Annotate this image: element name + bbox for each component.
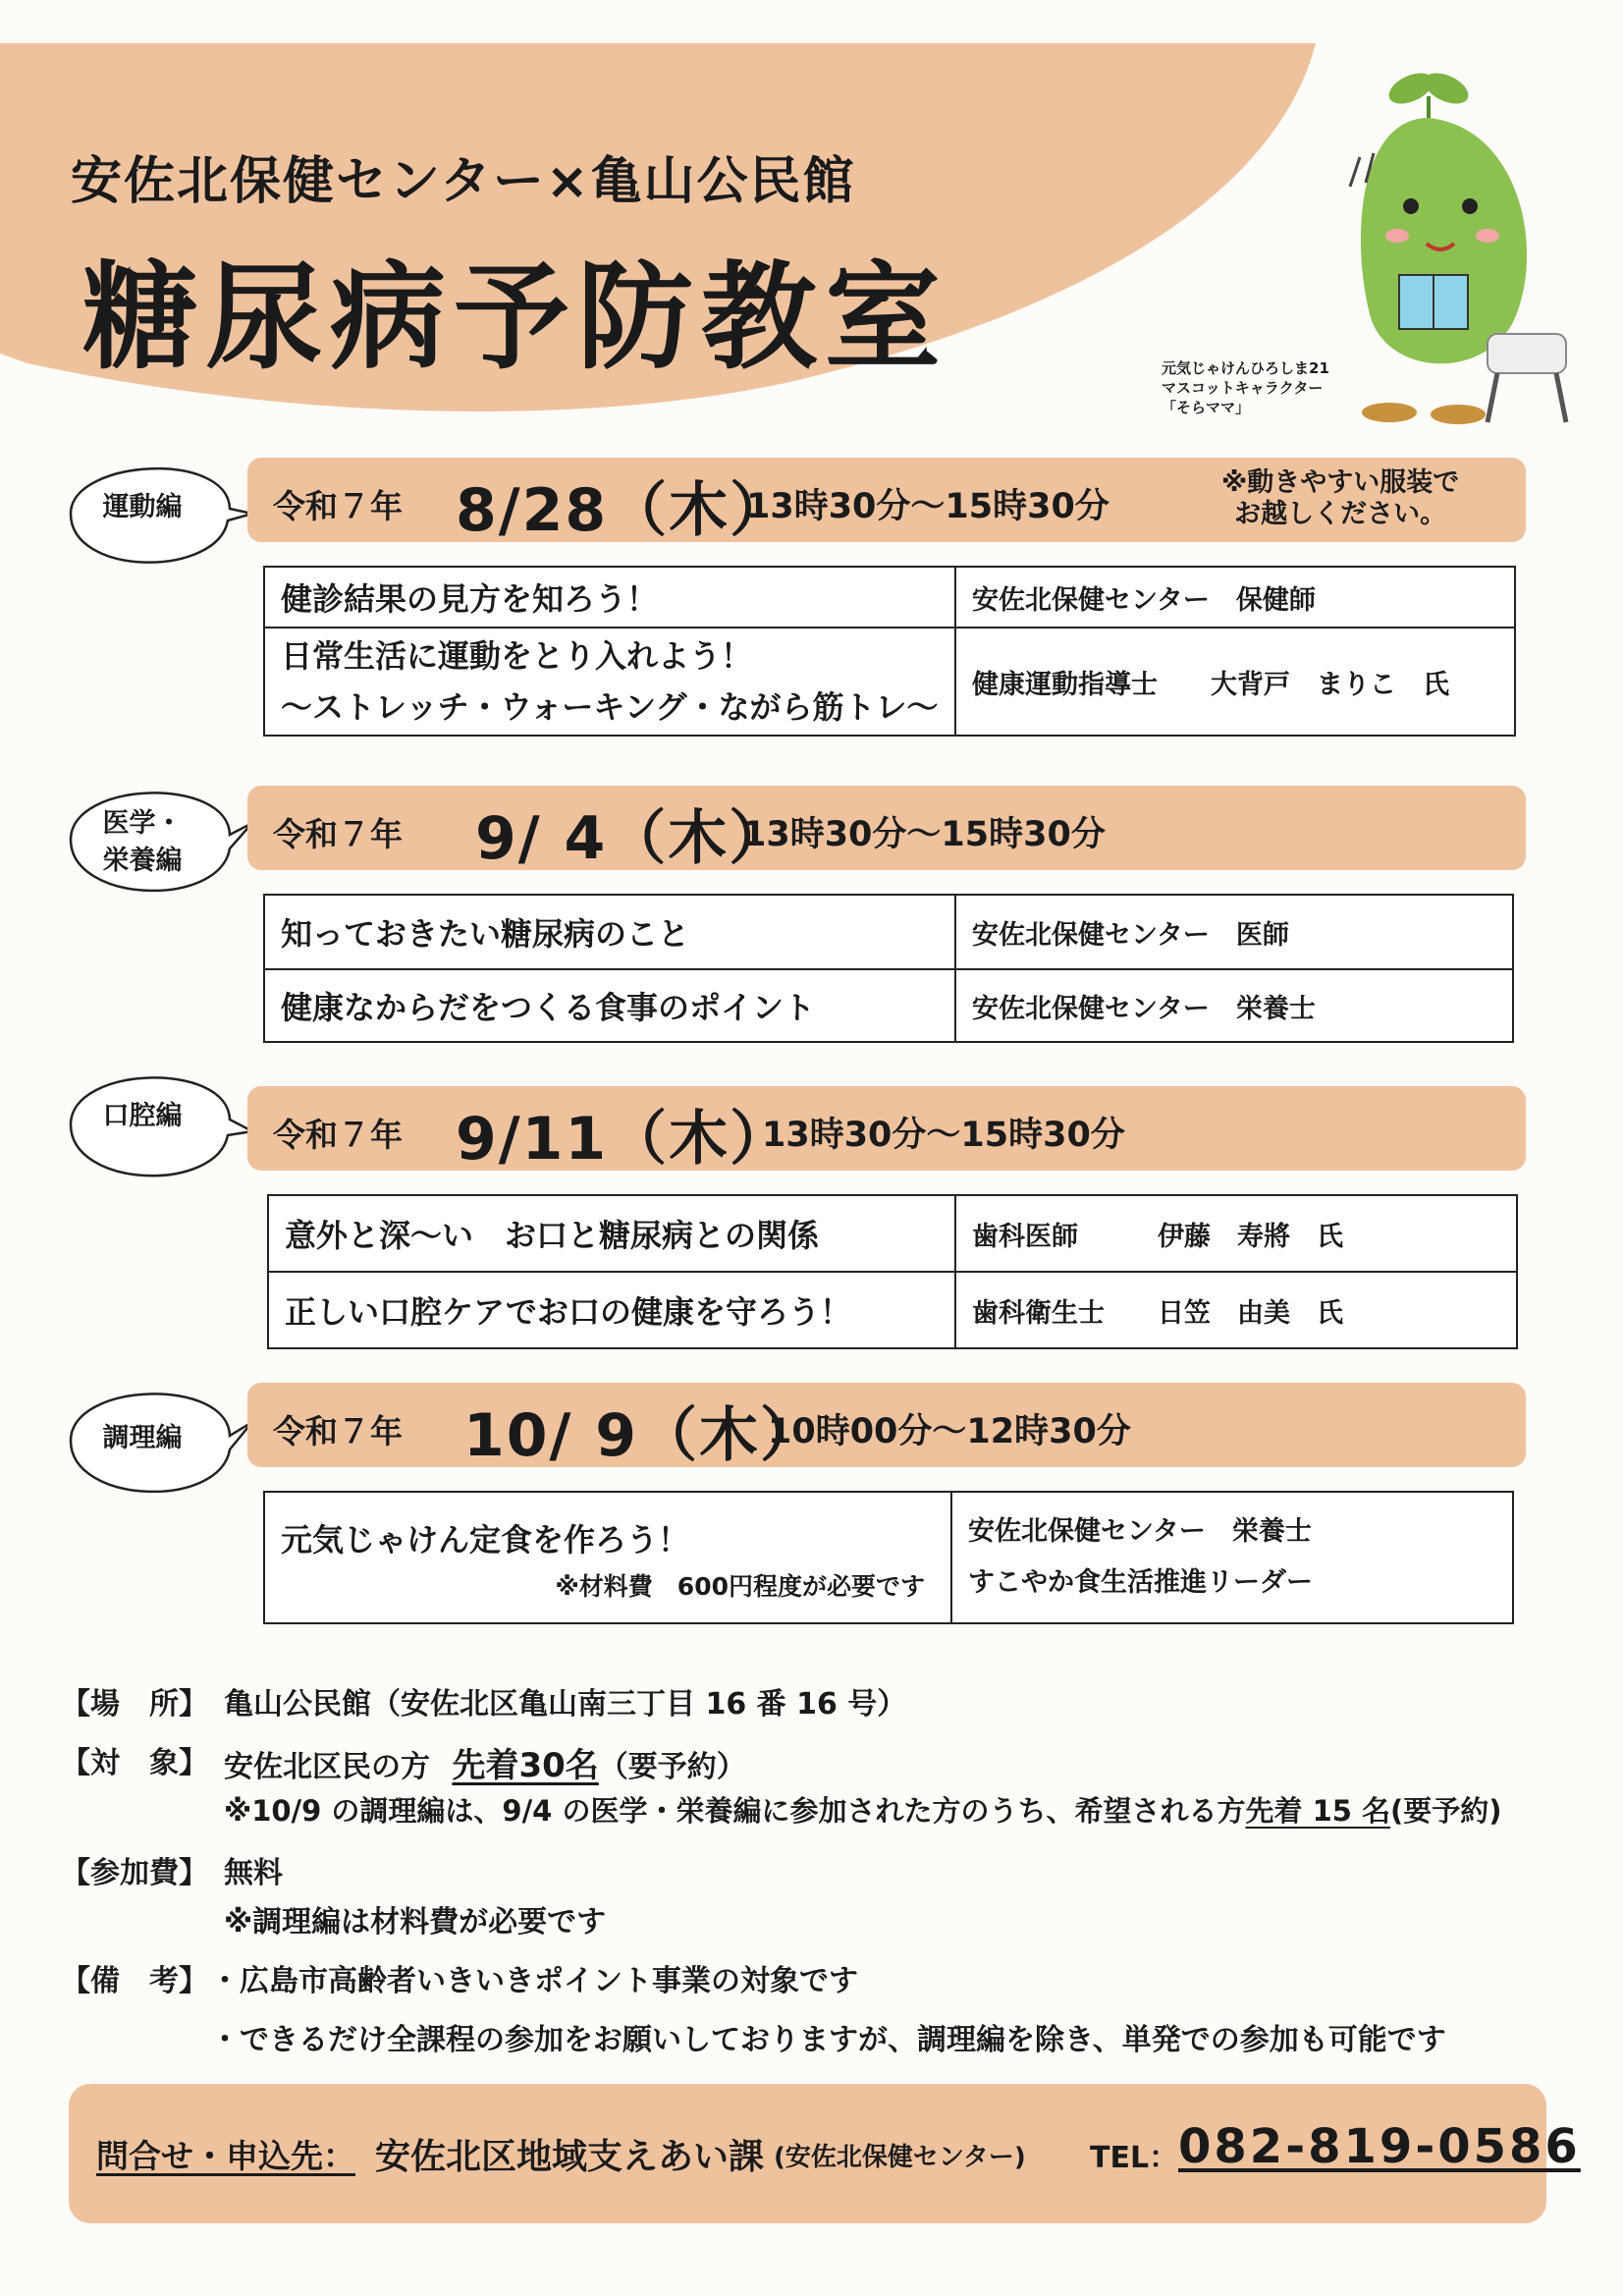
info-target-note: ※10/9 の調理編は、9/4 の医学・栄養編に参加された方のうち、希望される方先着 15 名(要予約) (224, 1794, 1502, 1828)
table-row (268, 1195, 1517, 1272)
info-label: 【場 所】 (61, 1687, 208, 1722)
contact-label: 問合せ・申込先： (96, 2137, 355, 2175)
staff-cell: 安佐北保健センター 保健師 (955, 567, 1515, 628)
topic-cell: 意外と深～い お口と糖尿病との関係 (268, 1195, 955, 1272)
session-tag: 調理編 (102, 1423, 183, 1453)
info-remarks (0, 1956, 1623, 1998)
info-value: ・できるだけ全課程の参加をお願いしておりますが、調理編を除き、単発での参加も可能です (210, 2023, 1446, 2057)
mascot-illustration (1340, 69, 1605, 432)
date-bar (247, 1086, 1526, 1174)
info-fee-note: ※調理編は材料費が必要です (224, 1905, 607, 1940)
session-tag: 運動編 (102, 492, 183, 522)
info-label: 【対 象】 (61, 1746, 208, 1780)
topic-cell: 正しい口腔ケアでお口の健康を守ろう！ (268, 1272, 955, 1348)
session-date: 8/28（木） (456, 476, 791, 545)
info-label: 【備 考】 (61, 1964, 208, 1998)
phone-number[interactable]: 082-819-0586 (1178, 2119, 1581, 2174)
contact-bar (69, 2084, 1581, 2223)
info-value: ・広島市高齢者いきいきポイント事業の対象です (210, 1964, 858, 1998)
schedule-table (263, 894, 1514, 1043)
table-row (264, 628, 1515, 736)
table-row (264, 1492, 1513, 1623)
staff-cell: 健康運動指導士 大背戸 まりこ 氏 (955, 628, 1515, 736)
capacity-emphasis: 先着30名 (452, 1746, 599, 1785)
era-label: 令和７年 (273, 487, 403, 525)
era-label: 令和７年 (273, 1412, 403, 1450)
topic-cell: 日常生活に運動をとり入れよう！ ～ストレッチ・ウォーキング・ながら筋トレ～ (264, 628, 955, 736)
contact-org: 安佐北区地域支えあい課 (375, 2137, 765, 2177)
schedule-table (263, 566, 1516, 737)
contact-org-sub: (安佐北保健センター) (774, 2143, 1026, 2172)
session-tag: 口腔編 (102, 1101, 183, 1131)
session-date: 9/ 4（木） (475, 804, 790, 873)
session-note: ※動きやすい服装で お越しください。 (1221, 467, 1460, 529)
topic-cell: 健診結果の見方を知ろう！ (264, 567, 955, 628)
staff-cell: 歯科医師 伊藤 寿將 氏 (955, 1195, 1517, 1272)
session-time: 13時30分～15時30分 (762, 1116, 1125, 1155)
material-fee-note: ※材料費 600円程度が必要です (555, 1572, 925, 1601)
session-time: 10時00分～12時30分 (768, 1412, 1131, 1451)
capacity-emphasis: 先着 15 名 (1245, 1794, 1391, 1828)
info-label: 【参加費】 (61, 1856, 208, 1890)
staff-cell: 歯科衛生士 日笠 由美 氏 (955, 1272, 1517, 1348)
topic-cell: 健康なからだをつくる食事のポイント (264, 969, 955, 1042)
session-date: 9/11（木） (456, 1105, 791, 1174)
info-place (0, 1679, 1623, 1722)
date-bar (247, 458, 1526, 545)
info-fee (0, 1848, 1623, 1890)
schedule-table (267, 1194, 1518, 1349)
table-row (264, 969, 1513, 1042)
staff-cell: 安佐北保健センター 栄養士 すこやか食生活推進リーダー (951, 1492, 1513, 1623)
staff-cell: 安佐北保健センター 栄養士 (955, 969, 1513, 1042)
page-title: 糖尿病予防教室 (82, 249, 949, 385)
info-target (0, 1738, 1623, 1785)
date-bar (247, 1383, 1526, 1470)
tel-label: TEL： (1090, 2141, 1179, 2175)
date-bar (247, 786, 1526, 873)
era-label: 令和７年 (273, 1116, 403, 1154)
topic-cell: 元気じゃけん定食を作ろう！ ※材料費 600円程度が必要です (264, 1492, 951, 1623)
session-tag: 医学・ 栄養編 (102, 808, 183, 876)
staff-cell: 安佐北保健センター 医師 (955, 895, 1513, 969)
schedule-table (263, 1491, 1514, 1624)
info-remarks-2 (0, 2015, 1623, 2057)
table-row (268, 1272, 1517, 1348)
info-value: 安佐北区民の方 先着30名（要予約） (224, 1746, 746, 1785)
topic-cell: 知っておきたい糖尿病のこと (264, 895, 955, 969)
mascot-caption: 元気じゃけんひろしま21 マスコットキャラクター 「そらママ」 (1162, 359, 1329, 416)
table-row (264, 567, 1515, 628)
session-time: 13時30分～15時30分 (746, 487, 1109, 526)
table-row (264, 895, 1513, 969)
info-value: 無料 (224, 1856, 283, 1890)
header-subtitle: 安佐北保健センター×亀山公民館 (71, 152, 856, 211)
era-label: 令和７年 (273, 815, 403, 853)
session-time: 13時30分～15時30分 (742, 815, 1106, 854)
session-date: 10/ 9（木） (463, 1401, 822, 1470)
info-value: 亀山公民館（安佐北区亀山南三丁目 16 番 16 号） (224, 1687, 907, 1722)
